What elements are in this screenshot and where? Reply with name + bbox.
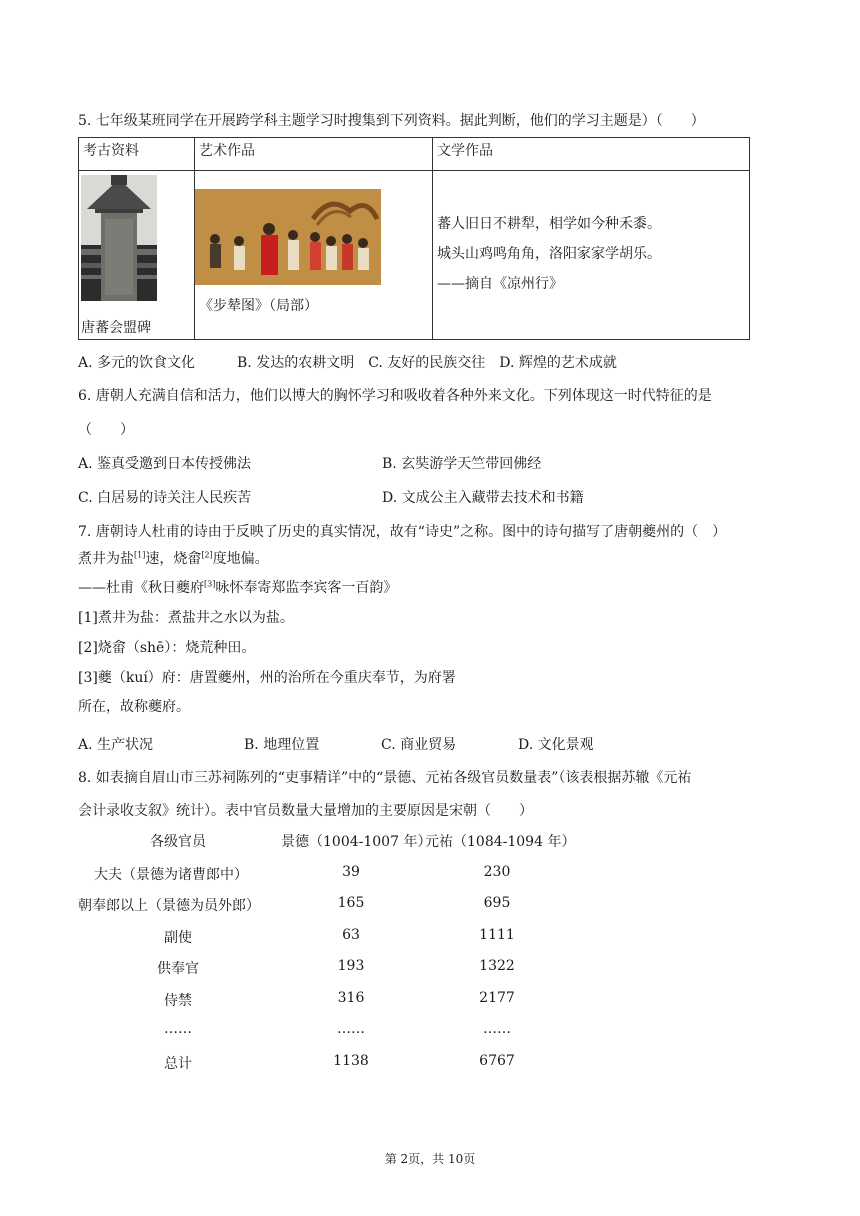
- q5-header-art: 艺术作品: [195, 138, 433, 171]
- q6-paren: （ ）: [78, 422, 134, 438]
- q8-cell: 6767: [479, 1053, 515, 1069]
- q8-cell: 230: [483, 864, 511, 880]
- q6-option-a: A. 鉴真受邀到日本传授佛法: [78, 456, 252, 472]
- q8-cell: 193: [337, 958, 365, 974]
- painting-caption: 《步辇图》（局部）: [199, 298, 318, 314]
- q8-cell: 63: [342, 927, 360, 943]
- q8-header: 各级官员: [150, 834, 206, 850]
- q5-header-archaeology: 考古资料: [79, 138, 195, 171]
- q6-option-c: C. 白居易的诗关注人民疾苦: [78, 490, 252, 506]
- q8-cell: 1138: [333, 1053, 369, 1069]
- q7-stem: 7. 唐朝诗人杜甫的诗由于反映了历史的真实情况，故有“诗史”之称。图中的诗句描写了唐朝夔州的（ ）: [78, 524, 727, 540]
- poem: [437, 209, 661, 299]
- q8-row-label: 大夫（景德为诸曹郎中）: [94, 867, 248, 883]
- q8-row-label: 朝奉郎以上（景德为员外郎）: [78, 898, 260, 914]
- q5-archaeology-cell: [79, 171, 195, 340]
- q7-option-a: A. 生产状况: [78, 737, 154, 753]
- q5-art-cell: [195, 171, 433, 340]
- page-footer: 第 2页，共 10页: [384, 1152, 476, 1166]
- q8-header: 景德（1004-1007 年）: [281, 834, 432, 850]
- q6-option-b: B. 玄奘游学天竺带回佛经: [382, 456, 542, 472]
- q6-option-d: D. 文成公主入藏带去技术和书籍: [382, 490, 584, 506]
- q5-materials-table: [78, 137, 750, 340]
- q8-row-label: 侍禁: [164, 993, 192, 1009]
- q8-cell: 1322: [479, 958, 515, 974]
- q7-source: ——杜甫《秋日夔府[3]咏怀奉寄郑监李宾客一百韵》: [78, 579, 398, 596]
- stele-image: [81, 175, 157, 301]
- q8-header: 元祐（1084-1094 年）: [425, 834, 576, 850]
- q5-stem: 5. 七年级某班同学在开展跨学科主题学习时搜集到下列资料。据此判断，他们的学习主题是）（ ）: [78, 113, 705, 129]
- q6-stem: 6. 唐朝人充满自信和活力，他们以博大的胸怀学习和吸收着各种外来文化。下列体现这一时代特征的是: [78, 388, 712, 404]
- q7-note: [3]夔（kuí）府：唐置夔州，州的治所在今重庆奉节，为府署: [78, 670, 456, 686]
- q7-note: [1]煮井为盐：煮盐井之水以为盐。: [78, 610, 294, 626]
- q8-cell: ……: [483, 1021, 511, 1037]
- q8-row-label: 总计: [164, 1056, 192, 1072]
- q7-option-d: D. 文化景观: [518, 737, 594, 753]
- q8-cell: 695: [483, 895, 511, 911]
- q8-stem: 会计录收支叙》统计）。表中官员数量大量增加的主要原因是宋朝（ ）: [78, 803, 533, 819]
- q7-note: 所在，故称夔府。: [78, 699, 190, 715]
- painting-image: [195, 189, 381, 285]
- q8-cell: 165: [337, 895, 365, 911]
- q7-option-c: C. 商业贸易: [381, 737, 457, 753]
- q5-header-literature: 文学作品: [433, 138, 750, 171]
- q7-option-b: B. 地理位置: [244, 737, 320, 753]
- q8-cell: 1111: [479, 927, 515, 943]
- q8-cell: ……: [337, 1021, 365, 1037]
- q7-verse: 煮井为盐[1]速，烧畲[2]度地偏。: [78, 550, 269, 567]
- poem-line: 蕃人旧日不耕犁，相学如今种禾黍。: [437, 216, 661, 232]
- stele-caption: 唐蕃会盟碑: [81, 320, 151, 336]
- q8-row-label: 副使: [164, 930, 192, 946]
- q8-cell: 39: [342, 864, 360, 880]
- poem-source: ——摘自《凉州行》: [437, 276, 563, 292]
- q8-cell: 2177: [479, 990, 515, 1006]
- q5-literature-cell: [433, 171, 750, 340]
- q7-note: [2]烧畲（shē）：烧荒种田。: [78, 640, 256, 656]
- q8-row-label: ……: [164, 1021, 192, 1037]
- q8-row-label: 供奉官: [157, 961, 199, 977]
- q8-cell: 316: [337, 990, 365, 1006]
- q8-stem: 8. 如表摘自眉山市三苏祠陈列的“吏事精详”中的“景德、元祐各级官员数量表”（该表根据苏辙《元祐: [78, 770, 692, 786]
- q5-options: A. 多元的饮食文化 B. 发达的农耕文明 C. 友好的民族交往 D. 辉煌的艺术成就: [78, 355, 617, 371]
- poem-line: 城头山鸡鸣角角，洛阳家家学胡乐。: [437, 246, 661, 262]
